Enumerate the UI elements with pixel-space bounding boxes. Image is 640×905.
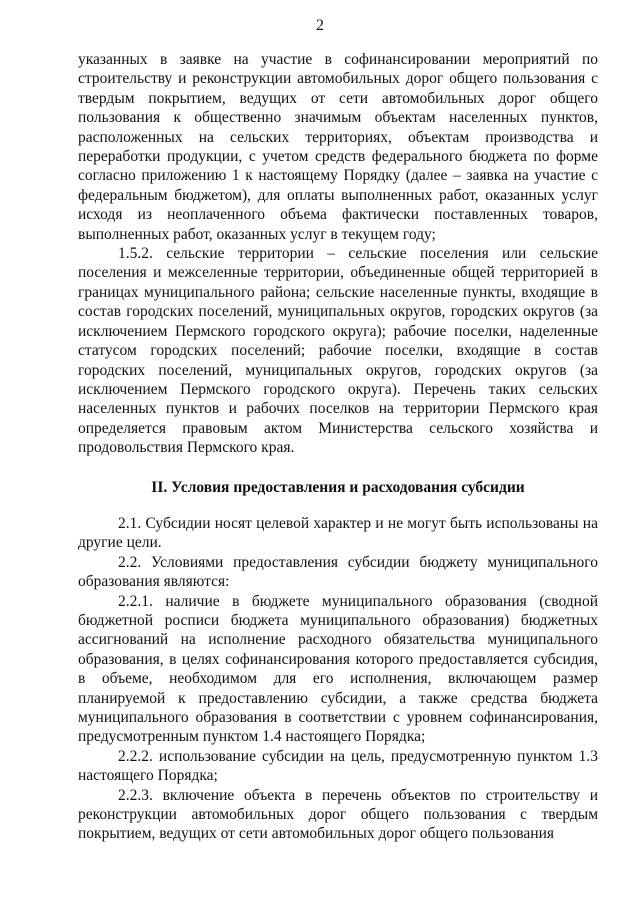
paragraph-continuation: указанных в заявке на участие в софинансировании мероприятий по строительству и реконструкции автомобильных дорог общего пользования с твердым покрытием, ведущих от сети автомобильных дорог общего пользования к общественно значимым объектам населенных пунктов, расположенных на сельских территориях, объектам производства и переработки продукции, с учетом средств федерального бюджета по форме согласно приложению 1 к настоящему Порядку (далее – заявка на участие с федеральным бюджетом), для оплаты выполненных работ, оказанных услуг исходя из неоплаченного объема фактически поставленных товаров, выполненных работ, оказанных услуг в текущем году; [78,51,598,243]
document-body [78,50,598,844]
paragraph-2-2: 2.2. Условиями предоставления субсидии бюджету муниципального образования являются: [78,553,598,591]
section-heading: II. Условия предоставления и расходования субсидии [151,478,525,496]
page-number: 2 [316,17,324,34]
paragraph-2-2-2: 2.2.2. использование субсидии на цель, предусмотренную пунктом 1.3 настоящего Порядка; [78,747,598,785]
paragraph-2-1: 2.1. Субсидии носят целевой характер и не могут быть использованы на другие цели. [78,514,598,552]
paragraph-2-2-3: 2.2.3. включение объекта в перечень объектов по строительству и реконструкции автомобильных дорог общего пользования с твердым покрытием, ведущих от сети автомобильных дорог общего пользования [78,786,598,843]
paragraph-1-5-2: 1.5.2. сельские территории – сельские поселения или сельские поселения и межселенные территории, объединенные общей территорией в границах муниципального района; сельские населенные пункты, входящие в состав городских поселений, муниципальных округов, городских округов (за исключением Пермского городского округа); рабочие поселки, наделенные статусом городских поселений; рабочие поселки, входящие в состав городских поселений, муниципальных округов, городских округов (за исключением Пермского городского округа). Перечень таких сельских населенных пунктов и рабочих поселков на территории Пермского края определяется правовым актом Министерства сельского хозяйства и продовольствия Пермского края. [78,245,598,457]
paragraph-2-2-1: 2.2.1. наличие в бюджете муниципального образования (сводной бюджетной росписи бюджета муниципального образования) бюджетных ассигнований на исполнение расходного обязательства муниципального образования, в целях софинансирования которого предоставляется субсидия, в объеме, необходимом для его исполнения, включающем размер планируемой к предоставлению субсидии, а также средства бюджета муниципального образования в соответствии с уровнем софинансирования, предусмотренным пунктом 1.4 настоящего Порядка; [78,592,598,746]
